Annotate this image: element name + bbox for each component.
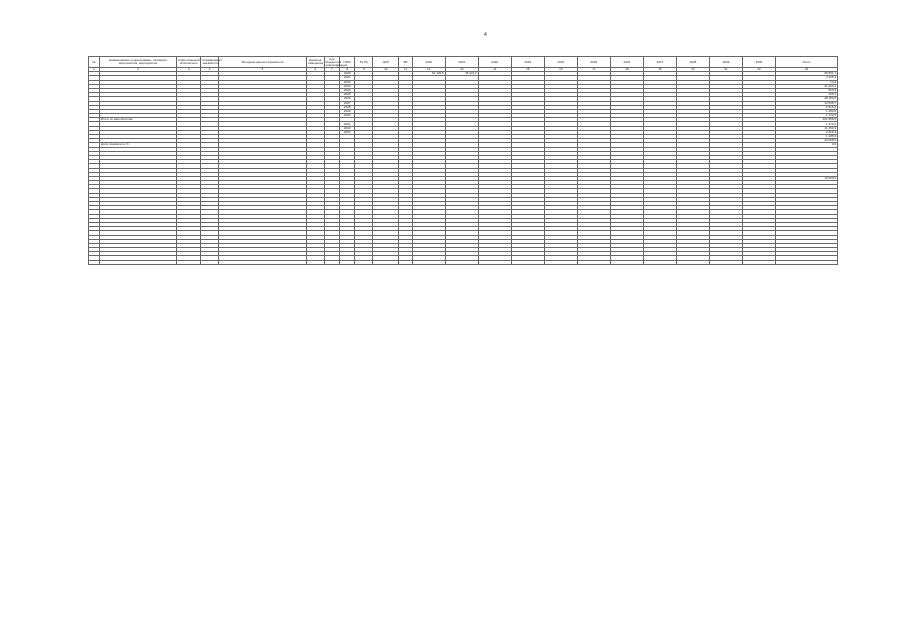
column-header: №	[89, 57, 100, 68]
table-cell	[307, 260, 325, 264]
table-cell	[643, 260, 676, 264]
table-cell	[776, 260, 838, 264]
column-header: 2028	[676, 57, 709, 68]
table-cell: 2022	[340, 126, 355, 130]
column-index: 20	[676, 68, 709, 72]
column-header: Ответственный исполнитель	[177, 57, 201, 68]
budget-table	[88, 56, 838, 265]
table-cell: 0,0	[776, 143, 838, 147]
column-header: 2023	[511, 57, 544, 68]
page-number: 4	[484, 32, 487, 38]
table-cell: 64 120,5	[412, 72, 445, 76]
table-cell: 563,9	[776, 88, 838, 92]
table-cell: 11 450,3	[776, 126, 838, 130]
table-cell: 2020	[340, 72, 355, 76]
column-header: 2020	[412, 57, 445, 68]
column-index: 18	[610, 68, 643, 72]
table-cell	[399, 260, 412, 264]
column-index: 4	[201, 68, 219, 72]
column-index: 9	[355, 68, 373, 72]
table-cell: 2029	[340, 109, 355, 113]
table-cell: 22 008,0	[776, 139, 838, 143]
table-cell	[340, 260, 355, 264]
table-cell	[412, 260, 445, 264]
table-cell	[373, 260, 399, 264]
table-cell	[743, 260, 776, 264]
table-cell: 1 452,8	[776, 109, 838, 113]
table-cell: 2027	[340, 101, 355, 105]
column-header: Рз Пр	[355, 57, 373, 68]
column-index: 17	[577, 68, 610, 72]
table-cell: 12 548,7	[776, 101, 838, 105]
column-index: 11	[399, 68, 412, 72]
table-cell	[676, 260, 709, 264]
column-header: 2027	[643, 57, 676, 68]
column-header: 2029	[709, 57, 742, 68]
table-cell: 1 720,0	[776, 114, 838, 118]
table-cell: Итого по мероприятию	[100, 118, 177, 122]
table-cell: 10 000,0	[776, 176, 838, 180]
column-header: 2030	[743, 57, 776, 68]
table-cell: 2026	[340, 97, 355, 101]
table-cell: 99 551,7	[776, 72, 838, 76]
column-header: 2022	[478, 57, 511, 68]
table-body	[89, 72, 838, 265]
table-cell: 74,0	[776, 80, 838, 84]
column-index: 21	[709, 68, 742, 72]
column-index: 2	[100, 68, 177, 72]
table-cell: 165,3	[776, 93, 838, 97]
column-index: 16	[544, 68, 577, 72]
column-index: 12	[412, 68, 445, 72]
column-header: Код бюджетной классификации	[325, 56, 348, 67]
table-cell: 2023	[340, 130, 355, 134]
column-header: Итого	[776, 57, 838, 68]
table-cell: 48 154,0	[776, 97, 838, 101]
table-cell	[478, 260, 511, 264]
table-cell	[100, 260, 177, 264]
table-cell: 1 374,5	[776, 122, 838, 126]
table-cell	[445, 260, 478, 264]
table-cell: 1 185,6	[776, 135, 838, 139]
table-cell	[324, 260, 339, 264]
table-cell	[218, 260, 306, 264]
table-row	[89, 260, 838, 264]
budget-table-sheet	[88, 56, 838, 626]
column-header: 2021	[445, 57, 478, 68]
column-header: 2024	[544, 57, 577, 68]
table-cell: 2025	[340, 93, 355, 97]
column-index: 14	[478, 68, 511, 72]
table-cell: 2021	[340, 122, 355, 126]
table-cell: 2030	[340, 114, 355, 118]
column-header: 2026	[610, 57, 643, 68]
column-index: 6	[307, 68, 325, 72]
column-index: 22	[743, 68, 776, 72]
table-cell: 35 431,2	[445, 72, 478, 76]
column-header: ВР	[399, 57, 412, 68]
table-cell: 2021	[340, 76, 355, 80]
table-cell: 2023	[340, 84, 355, 88]
column-header: Методика расчета показателя	[218, 57, 306, 68]
table-cell: 2028	[340, 105, 355, 109]
table-cell	[355, 260, 373, 264]
table-cell: 2 115,4	[776, 76, 838, 80]
table-cell	[577, 260, 610, 264]
column-index: 15	[511, 68, 544, 72]
column-index: 3	[177, 68, 201, 72]
table-cell	[177, 260, 201, 264]
column-header: ЦСР	[373, 57, 399, 68]
table-cell	[89, 260, 100, 264]
column-index: 5	[218, 68, 306, 72]
column-header: Наименование подпрограммы, основного мероприятия, мероприятия	[100, 57, 177, 68]
table-cell	[544, 260, 577, 264]
column-header: 2025	[577, 57, 610, 68]
table-cell: 21 006,1	[776, 84, 838, 88]
column-index: 1	[89, 68, 100, 72]
column-index: 19	[643, 68, 676, 72]
column-header: Коэффициент значимости	[201, 57, 219, 68]
table-cell	[201, 260, 219, 264]
table-cell: 2022	[340, 80, 355, 84]
table-cell: 2024	[340, 88, 355, 92]
table-cell	[511, 260, 544, 264]
column-index: 7	[324, 68, 339, 72]
table-cell	[709, 260, 742, 264]
table-cell	[610, 260, 643, 264]
column-index: 8	[340, 68, 355, 72]
column-index: 23	[776, 68, 838, 72]
table-cell: 6 315,0	[776, 105, 838, 109]
table-cell: Доля показателя, %	[100, 143, 177, 147]
column-index: 13	[445, 68, 478, 72]
column-header: ГРБС	[340, 57, 355, 68]
table-cell: 2 816,4	[776, 130, 838, 134]
table-cell: 161 958,5	[776, 118, 838, 122]
table-header-row	[89, 57, 838, 68]
column-header: Единица измерения	[307, 57, 325, 68]
column-index: 10	[373, 68, 399, 72]
